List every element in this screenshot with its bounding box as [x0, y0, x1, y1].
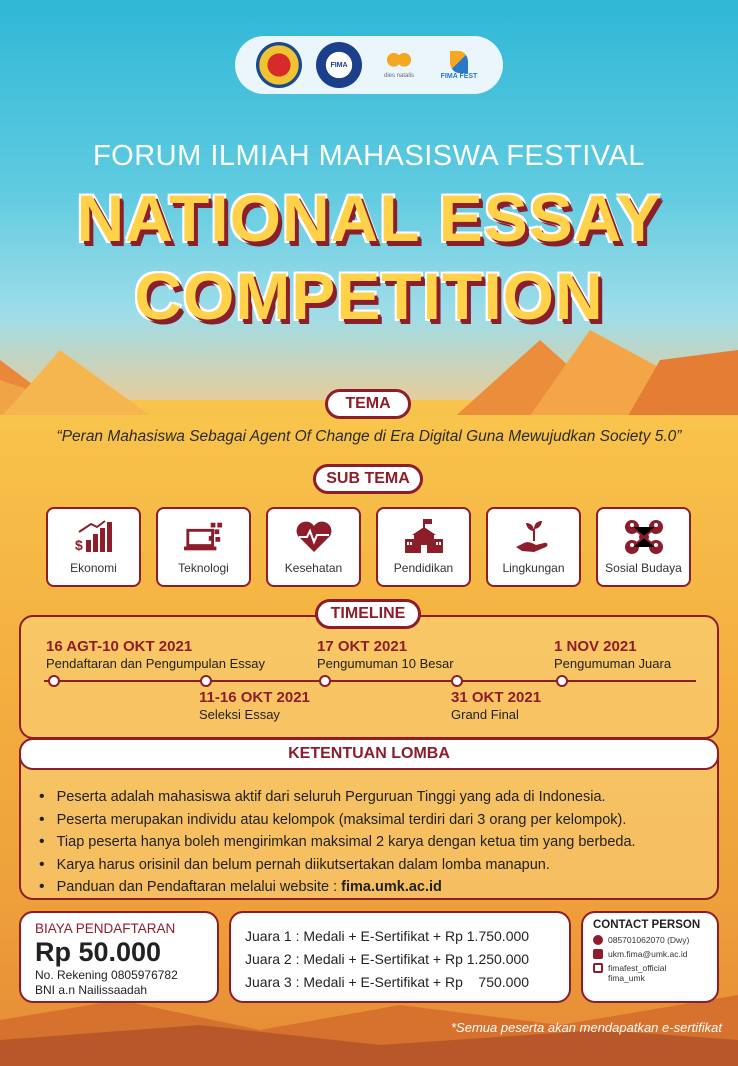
biaya-label: BIAYA PENDAFTARAN: [35, 921, 176, 936]
sub-tema-item-kesehatan: [266, 507, 361, 587]
timeline-desc: Pengumuman Juara: [554, 656, 672, 671]
timeline-date: 11-16 OKT 2021: [199, 689, 310, 706]
ketentuan-item: • Tiap peserta hanya boleh mengirimkan maksimal 2 karya dengan ketua tim yang berbeda.: [39, 831, 636, 854]
contact-label: CONTACT PERSON: [593, 919, 701, 931]
contact-phone: [593, 935, 707, 945]
juara-3: Juara 3 : Medali + E-Sertifikat + Rp 750.000: [245, 974, 530, 990]
timeline-dot: [451, 675, 463, 687]
timeline-dot: [200, 675, 212, 687]
whatsapp-icon: [593, 935, 603, 945]
ketentuan-item: • Peserta merupakan individu atau kelompok (maksimal terdiri dari 3 orang per kelompok).: [39, 809, 636, 832]
sub-tema-label: SUB TEMA: [313, 464, 423, 494]
email-text[interactable]: ukm.fima@umk.ac.id: [608, 949, 688, 959]
heart-pulse-icon: [294, 519, 334, 555]
sub-tema-label-text: Sosial Budaya: [605, 561, 682, 575]
sub-tema-label-text: Kesehatan: [284, 561, 343, 575]
svg-text:$: $: [74, 537, 83, 553]
phone-text[interactable]: 085701062070 (Dwy): [608, 935, 690, 945]
ketentuan-item-website: [39, 876, 636, 899]
fima-logo: FIMA: [316, 42, 362, 88]
economy-chart-icon: [74, 519, 114, 555]
timeline-desc: Grand Final: [451, 707, 519, 722]
timeline-dot: [319, 675, 331, 687]
instagram-icon: [593, 963, 603, 973]
ketentuan-item: • Peserta adalah mahasiswa aktif dari seluruh Perguruan Tinggi yang ada di Indonesia.: [39, 786, 636, 809]
website-link[interactable]: fima.umk.ac.id: [341, 879, 442, 895]
sub-tema-item-pendidikan: [376, 507, 471, 587]
logo-bar: [235, 36, 503, 94]
sub-tema-label-text: Pendidikan: [393, 561, 454, 575]
ketentuan-item: • Karya harus orisinil dan belum pernah diikutsertakan dalam lomba manapun.: [39, 854, 636, 877]
timeline-dot: [48, 675, 60, 687]
timeline-date: 1 NOV 2021: [554, 638, 637, 655]
timeline-axis: [44, 680, 696, 682]
tema-text: “Peran Mahasiswa Sebagai Agent Of Change di Era Digital Guna Mewujudkan Society 5.0”: [56, 428, 682, 445]
timeline-date: 17 OKT 2021: [317, 638, 408, 655]
biaya-amount: Rp 50.000: [35, 937, 162, 967]
dies-natalis-logo: dies natalis: [376, 42, 422, 88]
sub-tema-label-text: Teknologi: [178, 561, 229, 575]
laptop-icon: [184, 519, 224, 555]
timeline-desc: Seleksi Essay: [199, 707, 280, 722]
people-network-icon: [624, 519, 664, 555]
sub-tema-item-sosial-budaya: [596, 507, 691, 587]
title-line-1: NATIONAL ESSAY: [76, 181, 662, 255]
fima-fest-logo: FIMA FEST: [436, 42, 482, 88]
contact-instagram: [593, 963, 707, 983]
website-prefix: Panduan dan Pendaftaran melalui website :: [56, 879, 342, 895]
timeline-date: 31 OKT 2021: [451, 689, 542, 706]
sub-tema-item-lingkungan: [486, 507, 581, 587]
rekening-number: No. Rekening 0805976782: [35, 968, 178, 982]
timeline-desc: Pendaftaran dan Pengumpulan Essay: [46, 656, 265, 671]
contact-email: [593, 949, 707, 959]
ketentuan-header: KETENTUAN LOMBA: [19, 738, 719, 770]
sub-tema-label-text: Lingkungan: [502, 561, 565, 575]
biaya-panel: [19, 911, 219, 1003]
juara-2: Juara 2 : Medali + E-Sertifikat + Rp 1.250.000: [245, 951, 530, 967]
hadiah-panel: [229, 911, 571, 1003]
school-icon: [404, 519, 444, 555]
sub-tema-label-text: Ekonomi: [70, 561, 117, 575]
contact-panel: [581, 911, 719, 1003]
timeline-date: 16 AGT-10 OKT 2021: [46, 638, 193, 655]
ketentuan-list: [39, 786, 636, 899]
juara-1: Juara 1 : Medali + E-Sertifikat + Rp 1.750.000: [245, 928, 530, 944]
timeline-label: TIMELINE: [315, 599, 421, 629]
sub-tema-item-teknologi: [156, 507, 251, 587]
sub-tema-item-ekonomi: [46, 507, 141, 587]
tema-label: TEMA: [325, 389, 411, 419]
instagram-text[interactable]: fimafest_official fima_umk: [608, 963, 667, 983]
timeline-dot: [556, 675, 568, 687]
university-logo: [256, 42, 302, 88]
bank-name: BNI a.n Nailissaadah: [35, 983, 148, 997]
title-line-2: COMPETITION: [134, 259, 604, 333]
mail-icon: [593, 949, 603, 959]
certificate-note: *Semua peserta akan mendapatkan e-sertifikat: [451, 1020, 722, 1035]
forum-subtitle: FORUM ILMIAH MAHASISWA FESTIVAL: [92, 140, 646, 172]
sub-tema-list: [46, 507, 692, 587]
plant-hand-icon: [514, 519, 554, 555]
timeline-desc: Pengumuman 10 Besar: [317, 656, 454, 671]
timeline-panel: [19, 615, 719, 739]
